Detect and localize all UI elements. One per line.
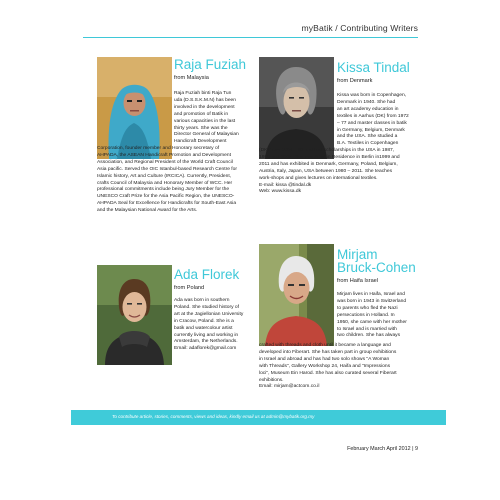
bio-line: Austria, Italy, Japan, USA between 1980 – 2011. She teaches [259, 168, 393, 174]
writer-name: Raja Fuziah [174, 57, 247, 72]
writer-bio [174, 91, 250, 146]
writer-bio-continued [259, 343, 419, 391]
writer-name: Kissa Tindal [337, 60, 410, 75]
bio-line: Islamic history, Art and Culture (IRCICA). Currently, President, [97, 173, 232, 179]
bio-line: Asia pacific. Served the OIC Istanbul-based Research Centre for [97, 166, 237, 172]
page-footer: February March April 2012 | 9 [347, 446, 418, 452]
bio-line: work-shops and gives lectures on international textiles. [259, 175, 378, 181]
writer-bio-continued [259, 148, 419, 196]
bio-line: in Cracow, Poland. She is a [174, 318, 234, 324]
bio-line: and the Malaysian National Award for the Arts. [97, 208, 198, 214]
bio-line: and the USA. She studied a [337, 134, 398, 140]
bio-line: 1990 and 2005. She was Artist in Residence in Berlin in1999 and [259, 154, 400, 160]
contribute-banner-text: To contribute article, stories, comments, views and ideas, kindly email us at admin@mybatik.org.my [112, 414, 315, 419]
bio-line: Handicraft Development [174, 139, 227, 145]
bio-line: uda (D.S.S.K.M.N) has been [174, 97, 236, 103]
writer-name: Ada Florek [174, 267, 240, 282]
bio-line: Email: adaflorek@gmail.com [174, 346, 237, 352]
header-divider [83, 37, 418, 38]
bio-line: Kissa was born in Copenhagen, [337, 93, 407, 98]
bio-line: E-mail: kissa @tindal.dk [259, 182, 312, 188]
bio-line: AHPADA, the ASEAN Handicraft Promotion and Development [97, 152, 231, 158]
bio-line: crafted with threads and cloth until it became a language and [259, 343, 391, 348]
writer-name: Mirjam [337, 247, 378, 262]
bio-line: with Threads", Gallery Workshop 24, Haifa and "Impressions [259, 363, 391, 369]
bio-line: currently living and working in [174, 332, 239, 338]
bio-line: exhibitions. [259, 377, 284, 383]
writer-origin: from Denmark [337, 78, 373, 84]
bio-line: an art academy education in [337, 106, 399, 112]
bio-line: (DK) from 1994 – 96 and had scholarships in the USA in 1987, [259, 148, 395, 153]
bio-line: Email: mirjam@actcom.co.il [259, 384, 320, 390]
bio-line: Mirjam lives in Haifa, Israel and [337, 292, 405, 297]
bio-line: involved in the development [174, 104, 235, 110]
bio-line: loci", Museum Ein Harod. She has also curated several Fiberart [259, 370, 397, 376]
bio-line: in Germany, Belgium, Denmark [337, 127, 405, 133]
bio-line: was born in 1943 in Switzerland [337, 298, 407, 304]
writer-bio-continued [97, 146, 252, 215]
bio-line: to parents who fled the Nazi [337, 305, 398, 311]
ada-florek-photo [97, 265, 172, 365]
bio-line: Director General of Malaysian [174, 132, 239, 138]
bio-line: to Israel and is married with [337, 326, 397, 332]
bio-line: UNESCO Craft Prize for the Asia Pacific Region, the UNESCO- [97, 194, 235, 200]
bio-line: crafts Council of Malaysia and Honorary Member of WCC. Her [97, 180, 233, 186]
writer-origin: from Malaysia [174, 75, 209, 81]
bio-line: B.A. Textiles in Copenhagen [337, 141, 399, 147]
bio-line: Amsterdam, the Netherlands. [174, 339, 238, 345]
bio-line: two children. She has always [337, 333, 401, 339]
writer-origin: from Poland [174, 285, 205, 291]
bio-line: Poland. She studied history of [174, 304, 239, 310]
bio-line: 2011 and has exhibited in Denmark, Germany, Poland, Belgium, [259, 161, 398, 167]
bio-line: developed into Fiberart. She has taken part in group exhibitions [259, 349, 397, 355]
bio-line: persecutions in Holland. In [337, 312, 395, 318]
bio-line: Web: www.kissa.dk [259, 189, 302, 195]
bio-line: 1950, she came with her mother [337, 319, 407, 325]
mirjam-bruck-cohen-photo [259, 244, 334, 346]
kissa-tindal-photo [259, 57, 334, 159]
bio-line: – 77 and master classes in batik [337, 120, 407, 126]
bio-line: Raja Fuziah binti Raja Tun [174, 91, 232, 96]
page-header: myBatik / Contributing Writers [301, 23, 418, 33]
bio-line: batik and watercolour artist [174, 325, 233, 331]
writer-origin: from Haifa Israel [337, 278, 379, 284]
bio-line: AHPADA Seal for Excellence for Handicrafts for South-East Asia [97, 201, 237, 207]
bio-line: various capacities in the last [174, 118, 236, 124]
writer-name-continued: Bruck-Cohen [337, 260, 416, 275]
writer-bio [174, 298, 254, 353]
raja-fuziah-photo [97, 57, 172, 159]
bio-line: textiles in Aarhus (DK) from 1972 [337, 113, 409, 119]
bio-line: thirty years. She was the [174, 125, 228, 131]
bio-line: Association, and Regional President of the World Craft Council [97, 159, 233, 165]
bio-line: in Israel and abroad and has had two solo shows "A Woman [259, 356, 390, 362]
bio-line: and promotion of Batik in [174, 111, 229, 117]
bio-line: Denmark in 1940. She had [337, 99, 396, 105]
bio-line: Corporation, founder member and Honorary secretary of [97, 146, 220, 151]
bio-line: professional commitments include being Jury Member for the [97, 187, 230, 193]
writer-bio [337, 292, 419, 340]
bio-line: Ada was born in southern [174, 298, 230, 303]
bio-line: art at the Jagiellonian University [174, 311, 244, 317]
writer-bio [337, 93, 419, 148]
